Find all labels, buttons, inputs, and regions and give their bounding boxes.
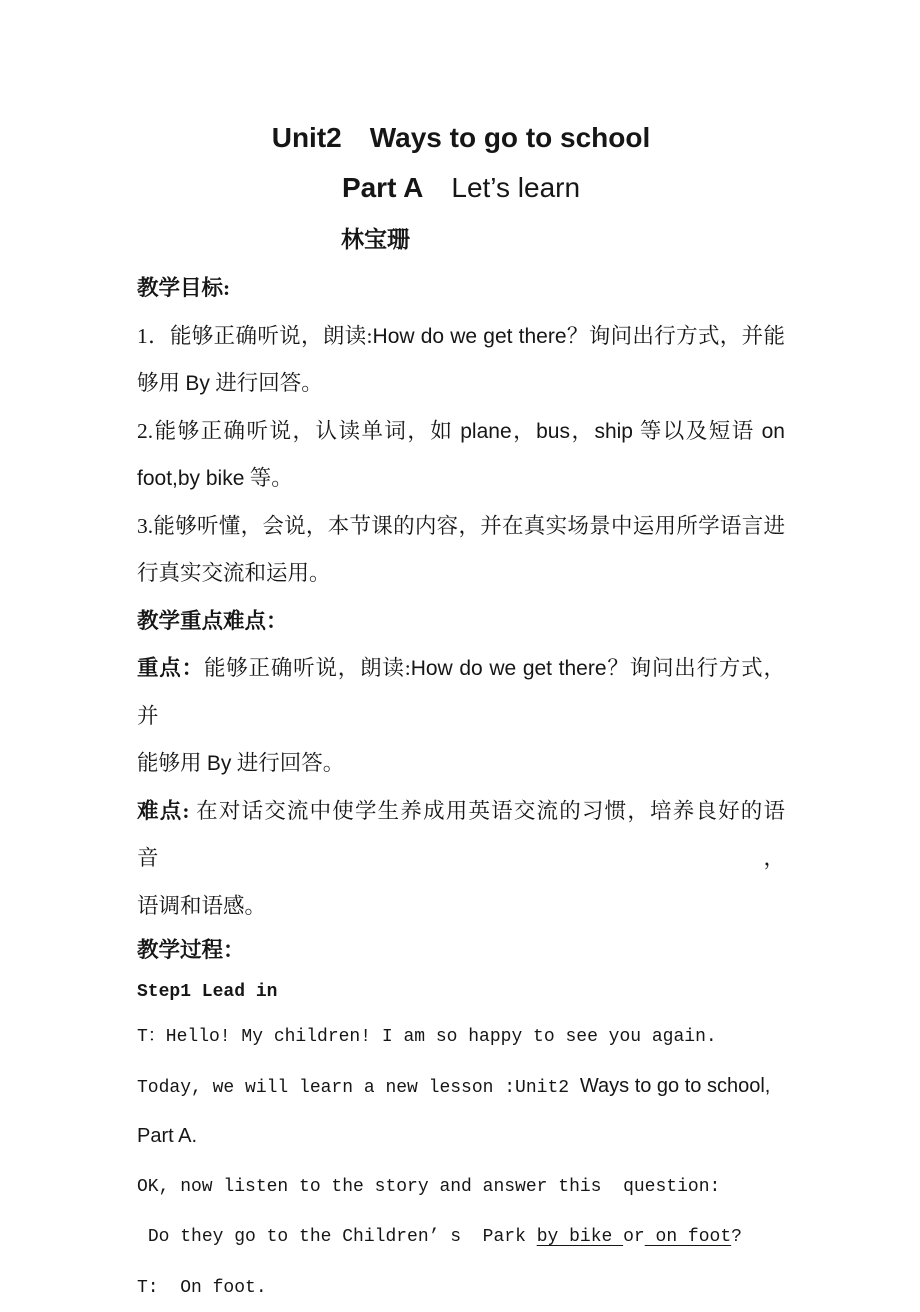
- heading-teaching-process: 教学过程：: [137, 930, 785, 970]
- teacher-line-listen: OK, now listen to the story and answer this question:: [137, 1161, 785, 1212]
- key-point-line-2: 能够用 By 进行回答。: [137, 740, 785, 788]
- title-unit-text: Ways to go to school: [370, 122, 651, 153]
- teacher-line-hello: T：Hello! My children! I am so happy to see you again.: [137, 1011, 785, 1062]
- teacher-line-today: Today, we will learn a new lesson :Unit2 Ways to go to school,: [137, 1062, 785, 1113]
- title-line-2: [137, 164, 785, 214]
- title-unit-number: Unit2: [272, 122, 342, 153]
- underlined-on-foot: on foot: [645, 1227, 731, 1247]
- objective-1-line-1: 1．能够正确听说，朗读:How do we get there？询问出行方式，并能: [137, 313, 785, 361]
- objective-2-line-1: 2.能够正确听说，认读单词，如 plane，bus，ship 等以及短语 on: [137, 408, 785, 456]
- heading-teaching-objectives: 教学目标:: [137, 265, 785, 313]
- underlined-by-bike: by bike: [537, 1227, 623, 1247]
- objective-3-line-2: 行真实交流和运用。: [137, 550, 785, 598]
- teacher-line-part-a: Part A.: [137, 1112, 785, 1161]
- author-name: 林宝珊: [137, 214, 785, 265]
- objective-3-line-1: 3.能够听懂，会说，本节课的内容，并在真实场景中运用所学语言进: [137, 503, 785, 551]
- title-part-label: Part A: [342, 172, 423, 203]
- objective-1-line-2: 够用 By 进行回答。: [137, 360, 785, 408]
- heading-key-difficult-points: 教学重点难点：: [137, 598, 785, 646]
- objective-2-line-2: foot,by bike 等。: [137, 455, 785, 503]
- question-line: Do they go to the Children’ s Park by bike or on foot?: [137, 1211, 785, 1262]
- teacher-line-on-foot: T: On foot.: [137, 1262, 785, 1312]
- difficult-point-line-2: 语调和语感。: [137, 883, 785, 931]
- key-point-line-1: 重点：能够正确听说，朗读:How do we get there？询问出行方式，并: [137, 645, 785, 740]
- difficult-point-line-1: 难点: 在对话交流中使学生养成用英语交流的习惯，培养良好的语音，: [137, 788, 785, 883]
- step1-heading: Step1 Lead in: [137, 970, 785, 1011]
- title-line-1: [137, 114, 785, 164]
- title-lets-learn: Let’s learn: [451, 172, 580, 203]
